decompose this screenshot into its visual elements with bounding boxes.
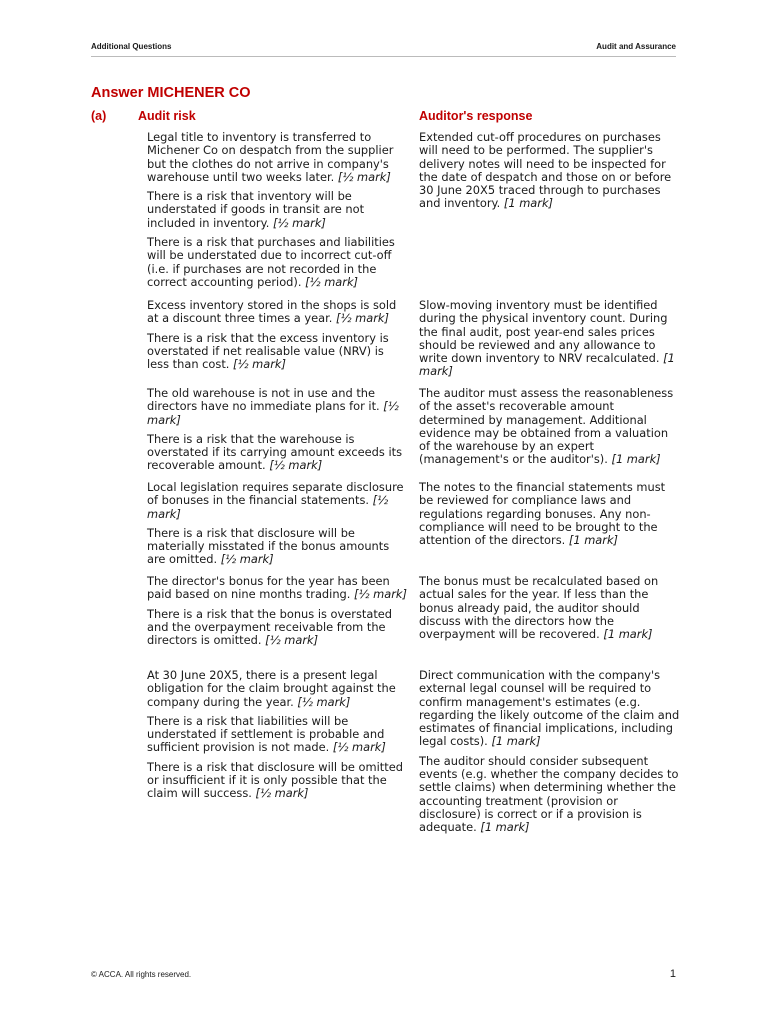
header-divider — [91, 56, 676, 57]
risk-paragraph: There is a risk that inventory will be understated if goods in transit are not included in inventory. [½ mark] — [147, 189, 365, 230]
mark-allocation: [1 mark] — [503, 196, 554, 211]
response-paragraph: Direct communication with the company's external legal counsel will be required to confirm management's estimates (e.g. regarding the likely outcome of the claim and estimates of financial implications, including legal costs). [1 mark] — [419, 668, 680, 749]
mark-allocation: [½ mark] — [265, 633, 319, 648]
part-label: (a) — [91, 109, 107, 123]
mark-allocation: [1 mark] — [491, 734, 541, 749]
risk-paragraph: The director's bonus for the year has been paid based on nine months trading. [½ mark] — [147, 574, 407, 602]
response-paragraph: The auditor should consider subsequent events (e.g. whether the company decides to settle claims) when determining whether the accounting treatment (provision or disclosure) is correct or if a provision is adequate. [1 mark] — [419, 753, 679, 835]
mark-allocation: [½ mark] — [297, 694, 351, 709]
mark-allocation: [½ mark] — [336, 311, 389, 326]
mark-allocation: [½ mark] — [147, 493, 389, 521]
risk-paragraph: There is a risk that purchases and liabilities will be understated due to incorrect cut-off (i.e. if purchases are not recorded in the correct accounting period). [½ mark] — [147, 235, 395, 289]
auditor-response-heading: Auditor's response — [419, 109, 533, 123]
response-paragraph: The bonus must be recalculated based on actual sales for the year. If less than the bonus already paid, the auditor should discuss with the directors how the overpayment will be recovered. [1 mark] — [419, 574, 659, 642]
audit-risk-cell — [147, 387, 409, 479]
mark-allocation: [1 mark] — [480, 820, 530, 835]
risk-paragraph: The old warehouse is not in use and the directors have no immediate plans for it. [½ mark] — [147, 386, 399, 427]
risk-paragraph: There is a risk that the excess inventory is overstated if net realisable value (NRV) is less than cost. [½ mark] — [147, 330, 389, 372]
mark-allocation: [½ mark] — [305, 274, 358, 289]
audit-risk-cell — [147, 481, 409, 573]
risk-paragraph: Legal title to inventory is transferred to Michener Co on despatch from the supplier but the clothes do not arrive in company's warehouse until two weeks later. [½ mark] — [147, 130, 394, 184]
mark-allocation: [½ mark] — [255, 786, 309, 801]
auditor-response-cell — [419, 131, 681, 217]
auditor-response-cell — [419, 481, 681, 553]
audit-risk-cell — [147, 575, 409, 653]
mark-allocation: [1 mark] — [611, 452, 661, 467]
mark-allocation: [1 mark] — [419, 351, 675, 379]
risk-paragraph: There is a risk that disclosure will be materially misstated if the bonus amounts are omitted. [½ mark] — [147, 525, 390, 567]
risk-paragraph: There is a risk that disclosure will be omitted or insufficient if it is only possible that the claim will success. [½ mark] — [147, 759, 403, 801]
response-paragraph: The auditor must assess the reasonableness of the asset's recoverable amount determined by management. Additional evidence may be obtained from a valuation of the warehouse by an expert (management's or the auditor's). [1 mark] — [419, 386, 674, 467]
answer-title: Answer MICHENER CO — [91, 85, 251, 101]
mark-allocation: [½ mark] — [147, 399, 399, 427]
page-number: 1 — [669, 968, 676, 980]
response-paragraph: The notes to the financial statements must be reviewed for compliance laws and regulations regarding bonuses. Any non-compliance will need to be brought to the attention of the directors. [1 mark] — [419, 480, 666, 548]
mark-allocation: [½ mark] — [269, 458, 323, 473]
risk-paragraph: There is a risk that the bonus is overstated and the overpayment receivable from the directors is omitted. [½ mark] — [147, 606, 393, 648]
audit-risk-heading: Audit risk — [138, 109, 196, 123]
risk-paragraph: At 30 June 20X5, there is a present legal obligation for the claim brought against the company during the year. [½ mark] — [147, 668, 396, 709]
response-paragraph: Slow-moving inventory must be identified during the physical inventory count. During the final audit, post year-end sales prices should be reviewed and any allowance to write down inventory to NRV recalculated. [1 mark] — [419, 298, 675, 379]
mark-allocation: [½ mark] — [233, 357, 286, 372]
mark-allocation: [1 mark] — [568, 533, 619, 548]
risk-paragraph: Excess inventory stored in the shops is sold at a discount three times a year. [½ mark] — [147, 298, 397, 326]
mark-allocation: [½ mark] — [332, 740, 386, 755]
copyright-notice: © ACCA. All rights reserved. — [91, 970, 192, 979]
audit-risk-cell — [147, 669, 409, 807]
auditor-response-cell — [419, 299, 681, 385]
mark-allocation: [½ mark] — [220, 552, 274, 567]
mark-allocation: [½ mark] — [272, 215, 326, 230]
mark-allocation: [1 mark] — [603, 627, 653, 642]
mark-allocation: [½ mark] — [337, 169, 391, 184]
running-header-right: Audit and Assurance — [596, 42, 676, 51]
auditor-response-cell — [419, 575, 681, 647]
response-paragraph: Extended cut-off procedures on purchases will need to be performed. The supplier's delivery notes will need to be inspected for the date of despatch and those on or before 30 June 20X5 traced through to purchases and inventory. [1 mark] — [419, 130, 672, 211]
mark-allocation: [½ mark] — [354, 587, 407, 602]
audit-risk-cell — [147, 299, 409, 377]
auditor-response-cell — [419, 669, 681, 841]
auditor-response-cell — [419, 387, 681, 473]
risk-paragraph: There is a risk that the warehouse is overstated if its carrying amount exceeds its recoverable amount. [½ mark] — [147, 431, 403, 473]
risk-paragraph: Local legislation requires separate disclosure of bonuses in the financial statements. [½ mark] — [147, 480, 404, 521]
risk-paragraph: There is a risk that liabilities will be understated if settlement is probable and sufficient provision is not made. [½ mark] — [147, 713, 386, 755]
running-header-left: Additional Questions — [91, 42, 172, 51]
audit-risk-cell — [147, 131, 409, 295]
